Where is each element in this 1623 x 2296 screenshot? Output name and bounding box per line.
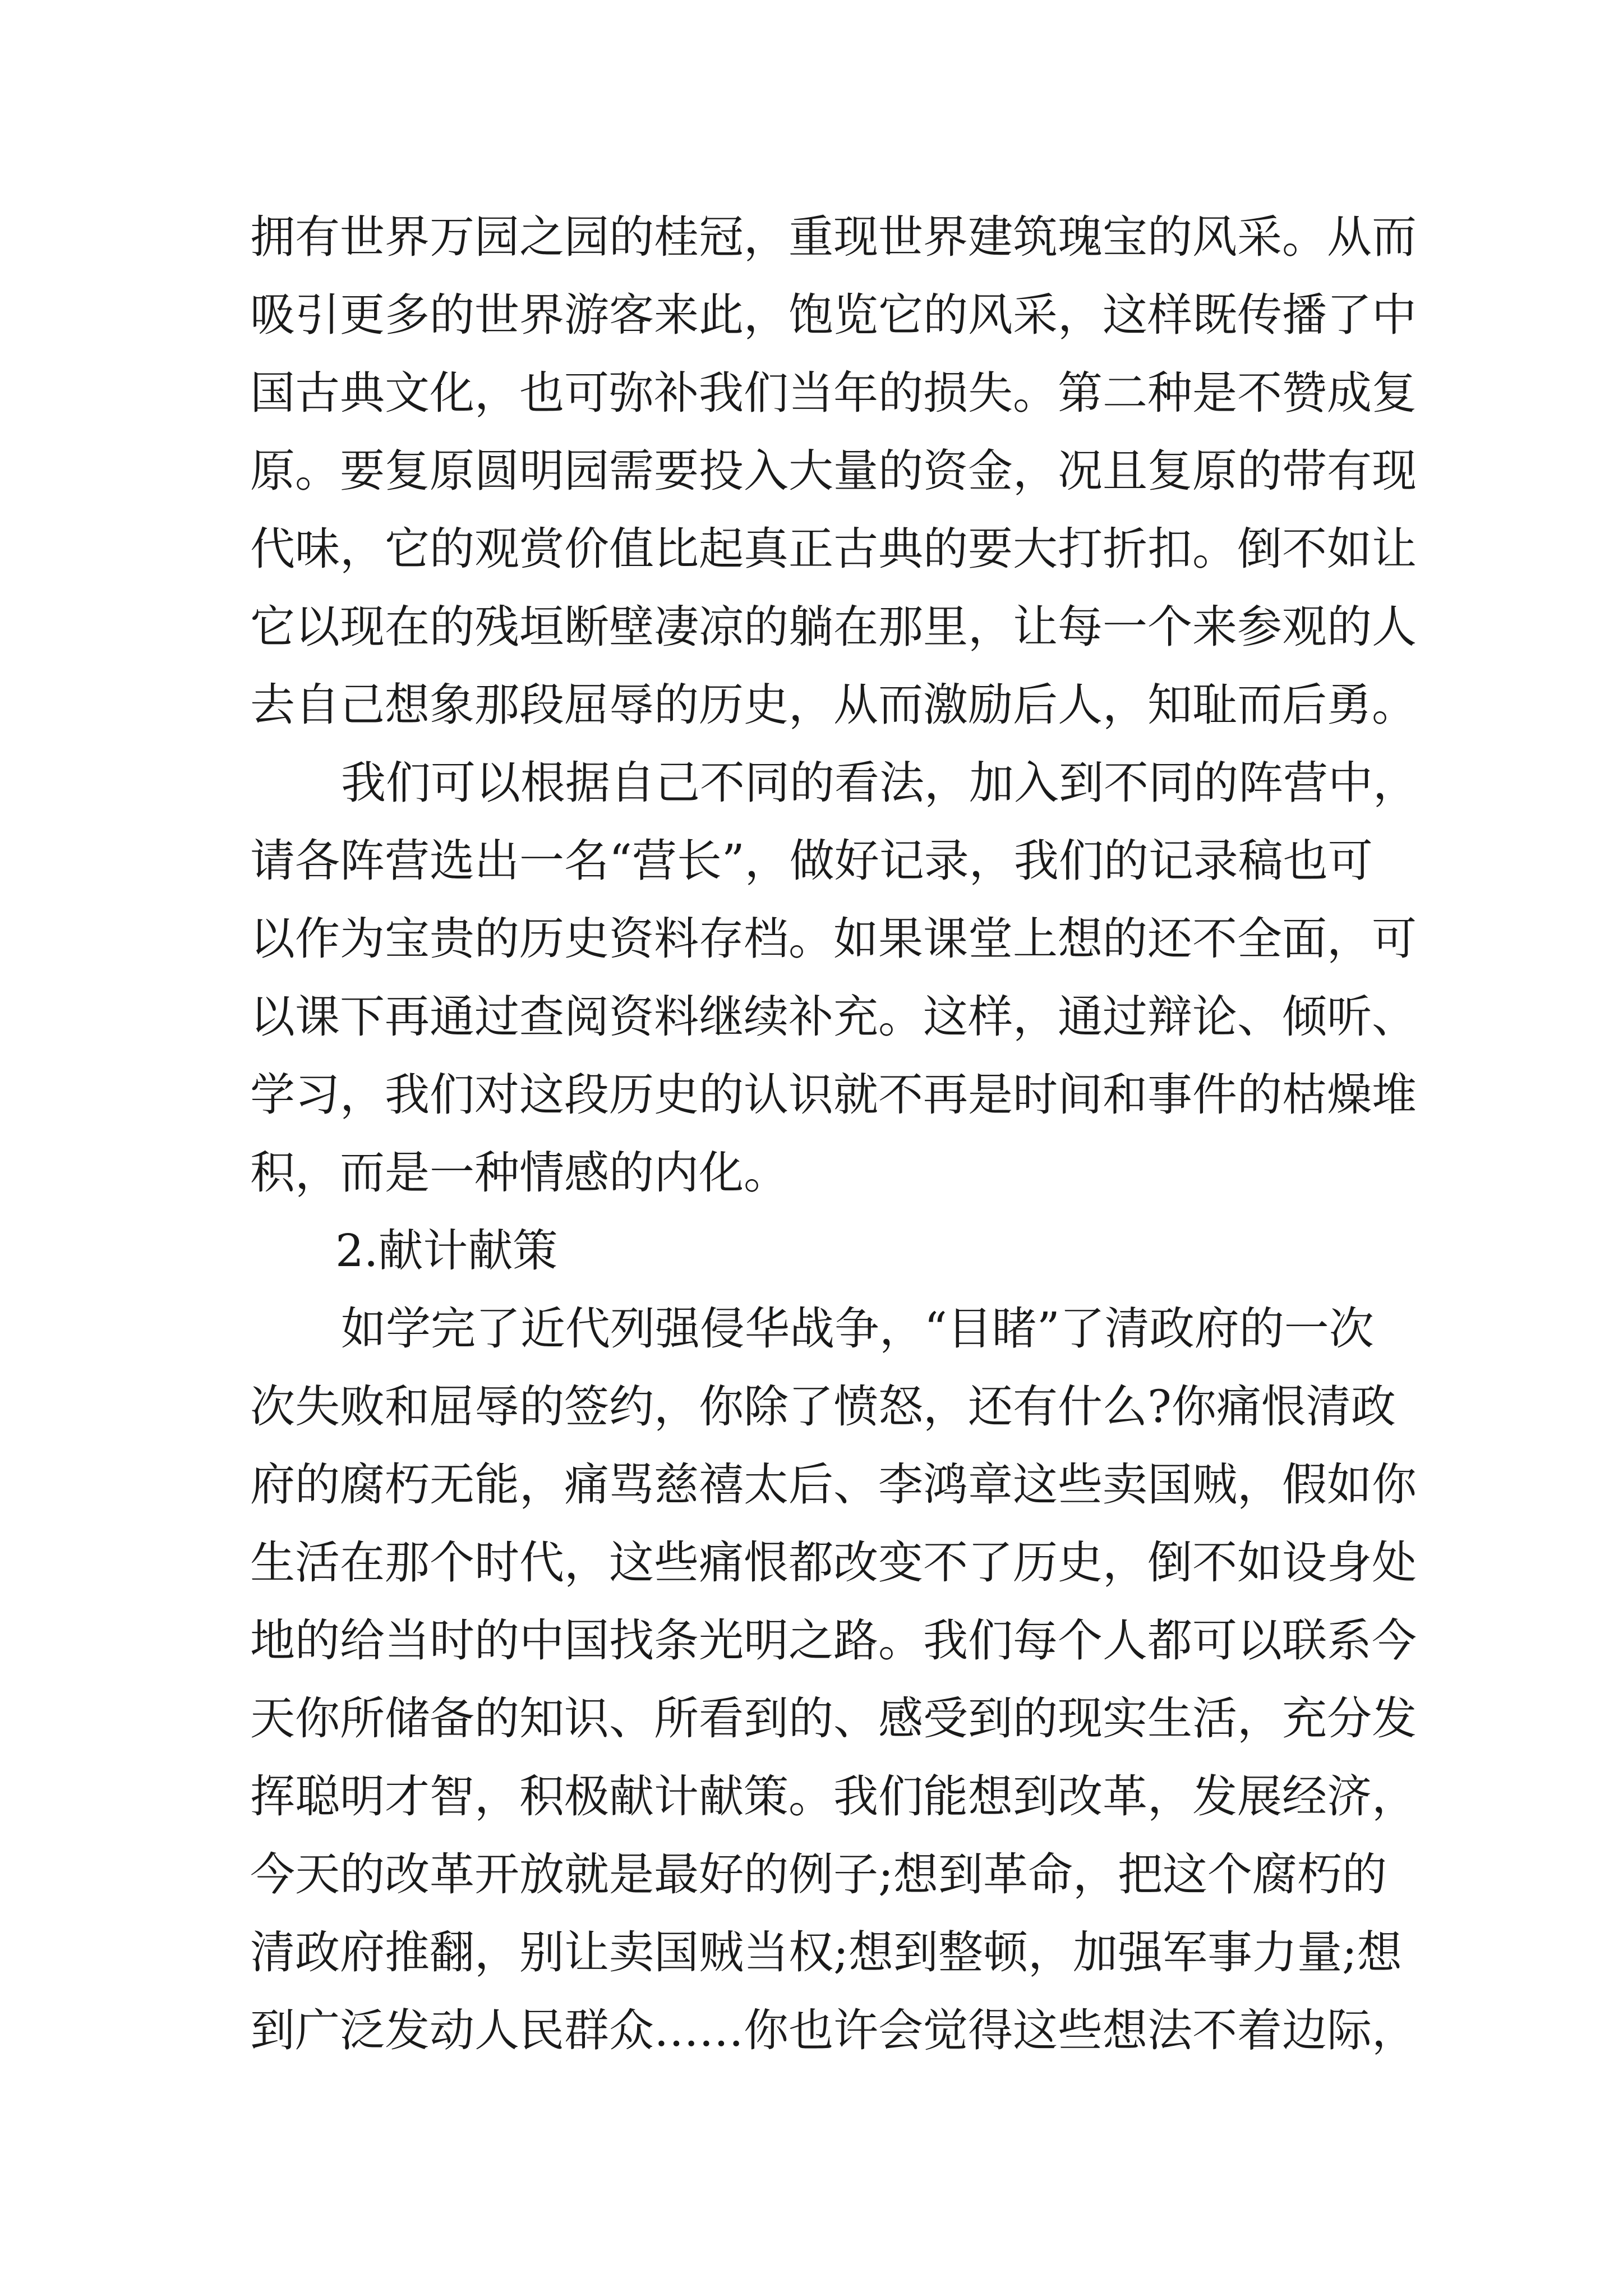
line-text: 到广泛发动人民群众……你也许会觉得这些想法不着边际， [250, 2004, 1417, 2056]
line-text: 学习，我们对这段历史的认识就不再是时间和事件的枯燥堆 [250, 1069, 1417, 1121]
text-line [0, 983, 1623, 1051]
line-text: 拥有世界万园之园的桂冠，重现世界建筑瑰宝的风采。从而 [250, 211, 1417, 263]
line-text: 以课下再通过查阅资料继续补充。这样，通过辩论、倾听、 [250, 991, 1417, 1043]
text-line [0, 360, 1623, 427]
text-line [0, 438, 1623, 505]
text-line [0, 1451, 1623, 1519]
line-text: 它以现在的残垣断壁凄凉的躺在那里，让每一个来参观的人 [250, 601, 1417, 653]
text-line [0, 1763, 1623, 1830]
line-text: 生活在那个时代，这些痛恨都改变不了历史，倒不如设身处 [250, 1536, 1417, 1589]
line-text: 积，而是一种情感的内化。 [250, 1147, 789, 1199]
paragraph-first-line [0, 749, 1623, 817]
line-text: 原。要复原圆明园需要投入大量的资金，况且复原的带有现 [250, 445, 1417, 497]
text-line [0, 1373, 1623, 1441]
paragraph-first-line [0, 1295, 1623, 1363]
line-text: 挥聪明才智，积极献计献策。我们能想到改革，发展经济， [250, 1770, 1417, 1823]
text-line [0, 1061, 1623, 1129]
line-text: 次失败和屈辱的签约，你除了愤怒，还有什么?你痛恨清政 [250, 1381, 1396, 1433]
line-text: 请各阵营选出一名“营长”，做好记录，我们的记录稿也可 [250, 835, 1373, 887]
line-text: 代味，它的观赏价值比起真正古典的要大打折扣。倒不如让 [250, 523, 1417, 575]
text-line [0, 1919, 1623, 1986]
section-heading [0, 1217, 1623, 1285]
line-text: 国古典文化，也可弥补我们当年的损失。第二种是不赞成复 [250, 367, 1417, 419]
text-line [0, 204, 1623, 271]
line-text: 吸引更多的世界游客来此，饱览它的风采，这样既传播了中 [250, 289, 1417, 341]
text-line [0, 827, 1623, 895]
text-line [0, 593, 1623, 661]
line-text: 去自己想象那段屈辱的历史，从而激励后人，知耻而后勇。 [250, 679, 1417, 731]
line-text: 地的给当时的中国找条光明之路。我们每个人都可以联系今 [250, 1614, 1417, 1667]
line-text: 天你所储备的知识、所看到的、感受到的现实生活，充分发 [250, 1692, 1417, 1745]
line-text: 以作为宝贵的历史资料存档。如果课堂上想的还不全面，可 [250, 913, 1417, 965]
line-text: 我们可以根据自己不同的看法，加入到不同的阵营中， [341, 757, 1418, 809]
line-text: 清政府推翻，别让卖国贼当权;想到整顿，加强军事力量;想 [250, 1926, 1402, 1978]
text-line [0, 516, 1623, 583]
text-line [0, 671, 1623, 739]
text-line [0, 1841, 1623, 1908]
text-line [0, 282, 1623, 349]
text-line [0, 905, 1623, 973]
line-text: 今天的改革开放就是最好的例子;想到革命，把这个腐朽的 [250, 1848, 1387, 1901]
text-line [0, 1607, 1623, 1674]
text-line [0, 1139, 1623, 1207]
text-line [0, 1685, 1623, 1752]
text-line [0, 1997, 1623, 2064]
text-line [0, 1529, 1623, 1596]
line-text: 府的腐朽无能，痛骂慈禧太后、李鸿章这些卖国贼，假如你 [250, 1458, 1417, 1511]
line-text: 如学完了近代列强侵华战争，“目睹”了清政府的一次 [341, 1303, 1374, 1355]
heading-text: 2.献计献策 [335, 1225, 558, 1277]
